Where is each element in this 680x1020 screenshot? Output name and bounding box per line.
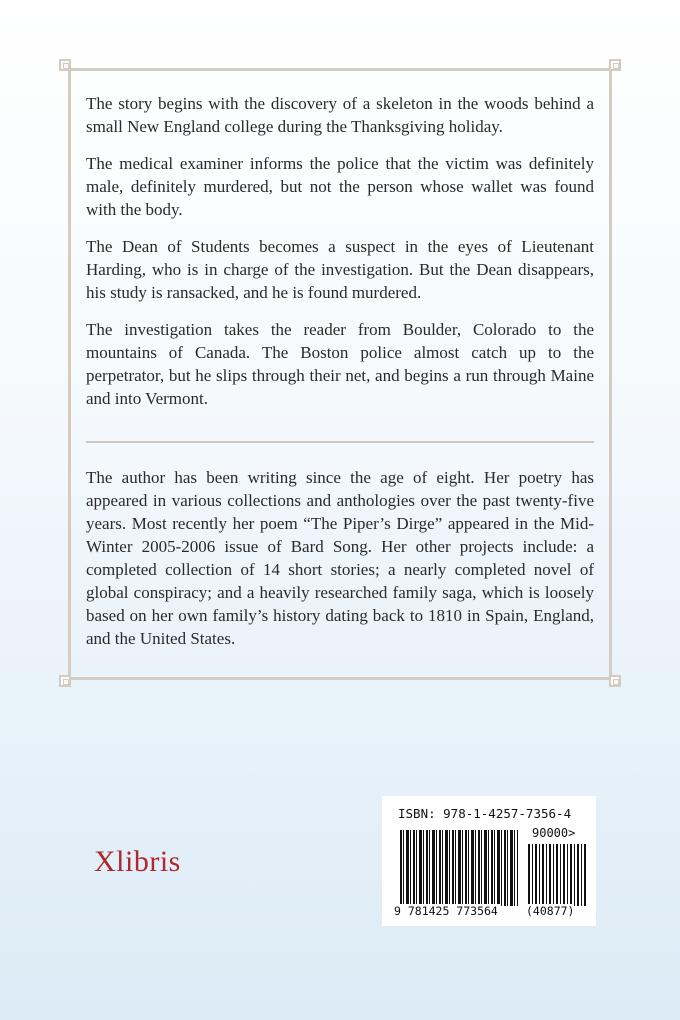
synopsis-paragraph: The Dean of Students becomes a suspect in the eyes of Lieutenant Harding, who is in charge of the investigation. But the Dean disappears, his study is ransacked, and he is found murdered. <box>86 237 594 302</box>
isbn-barcode <box>382 796 596 926</box>
frame-corner-ornament <box>609 675 621 687</box>
publisher-logo: Xlibris <box>94 845 181 878</box>
addon-digits: (40877) <box>526 904 575 918</box>
barcode-bars <box>400 830 586 906</box>
price-code: 90000> <box>532 826 576 840</box>
author-bio <box>86 466 594 650</box>
frame-corner-ornament <box>609 59 621 71</box>
synopsis-paragraph: The story begins with the discovery of a skeleton in the woods behind a small New England college during the Thanksgiving holiday. <box>86 94 594 136</box>
addon-bars <box>528 844 586 906</box>
frame-corner-ornament <box>59 675 71 687</box>
synopsis-paragraph: The medical examiner informs the police that the victim was definitely male, definitely murdered, but not the person whose wallet was found with the body. <box>86 154 594 219</box>
section-divider <box>86 441 594 443</box>
ean-bars <box>400 830 518 906</box>
frame-corner-ornament <box>59 59 71 71</box>
book-synopsis <box>86 92 594 424</box>
author-bio-paragraph: The author has been writing since the age of eight. Her poetry has appeared in various collections and anthologies over the past twenty-five years. Most recently her poem “The Piper’s Dirge” appeared in the Mid-Winter 2005-2006 issue of Bard Song. Her other projects include: a completed collection of 14 short stories; a nearly completed novel of global conspiracy; and a heavily researched family saga, which is loosely based on her own family’s history dating back to 1810 in Spain, England, and the United States. <box>86 468 594 648</box>
ean-digits: 9 781425 773564 <box>394 904 498 918</box>
isbn-label: ISBN: 978-1-4257-7356-4 <box>398 806 572 821</box>
synopsis-paragraph: The investigation takes the reader from Boulder, Colorado to the mountains of Canada. The Boston police almost catch up to the perpetrator, but he slips through their net, and begins a run through Maine and into Vermont. <box>86 320 594 408</box>
